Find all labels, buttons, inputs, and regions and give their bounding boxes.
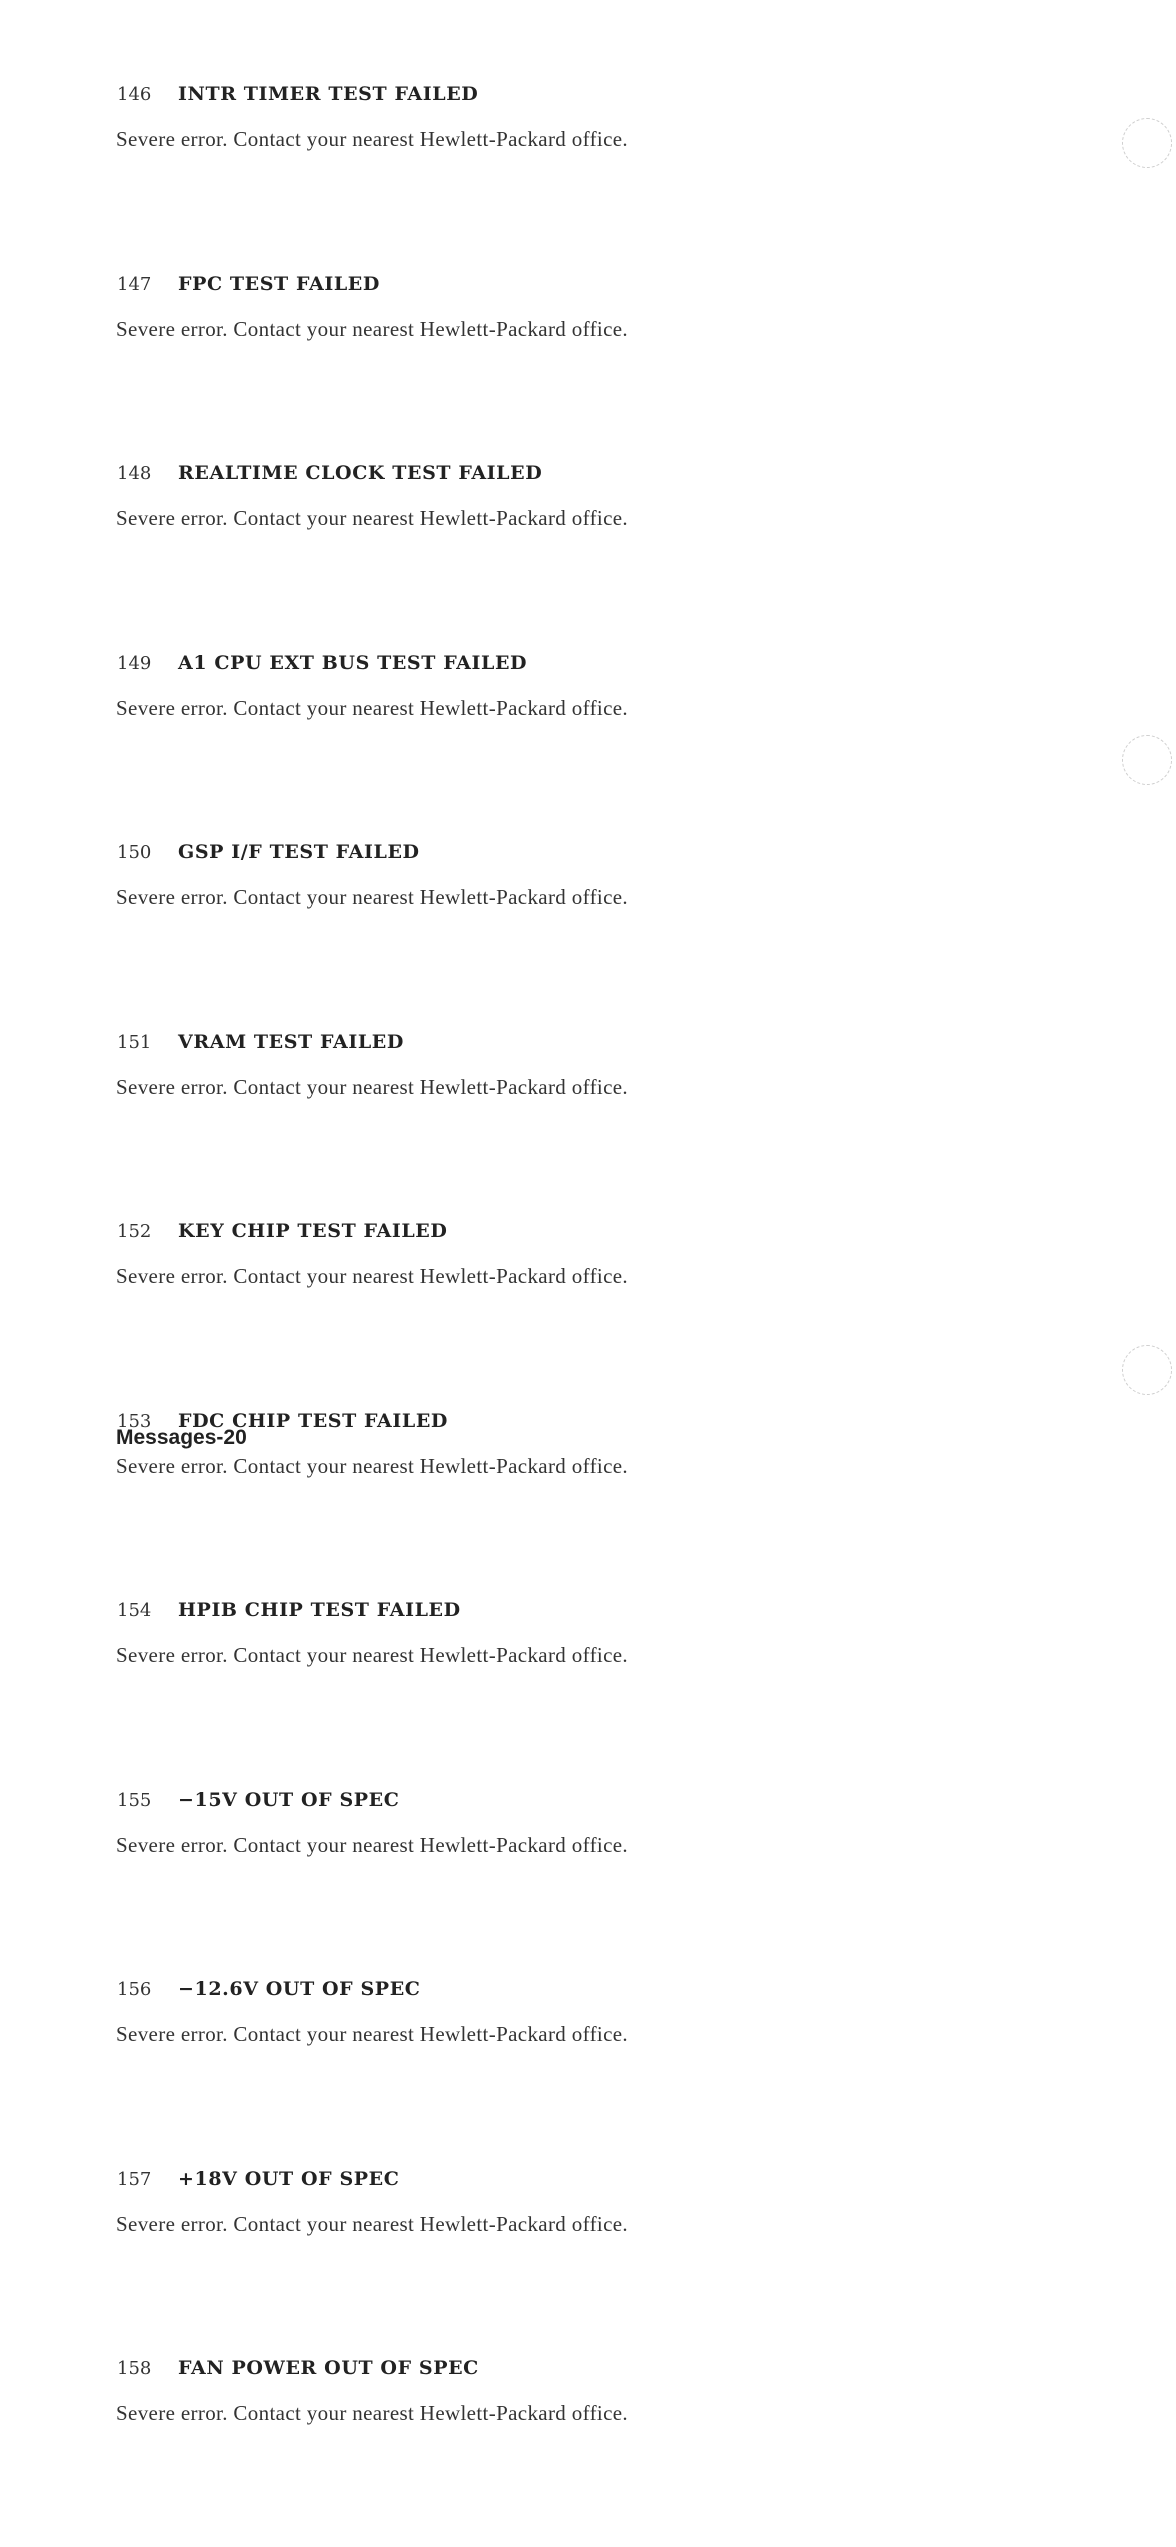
message-heading: [117, 273, 380, 303]
message-title: FDC CHIP TEST FAILED: [178, 1409, 448, 1432]
message-description: Severe error. Contact your nearest Hewlett-Packard office.: [116, 1643, 629, 1667]
message-entry: [117, 1410, 1017, 1600]
message-code: 154: [117, 1600, 152, 1621]
message-title: +18V OUT OF SPEC: [178, 2167, 400, 2190]
message-title: INTR TIMER TEST FAILED: [178, 83, 479, 105]
message-entry: [117, 1789, 1017, 1979]
message-description: Severe error. Contact your nearest Hewlett-Packard office.: [116, 127, 629, 151]
message-description: Severe error. Contact your nearest Hewlett-Packard office.: [116, 695, 629, 720]
message-description: Severe error. Contact your nearest Hewlett-Packard office.: [116, 2022, 629, 2046]
page-number: Messages-20: [116, 1426, 247, 1449]
message-entry: [117, 2357, 1017, 2547]
message-entry: [117, 83, 1017, 273]
message-description: Severe error. Contact your nearest Hewlett-Packard office.: [116, 506, 629, 530]
message-description: Severe error. Contact your nearest Hewlett-Packard office.: [116, 1832, 629, 1857]
message-title: REALTIME CLOCK TEST FAILED: [178, 462, 543, 484]
message-title: −12.6V OUT OF SPEC: [178, 1978, 421, 2000]
message-code: 151: [117, 1031, 152, 1053]
message-code: 147: [117, 273, 152, 295]
message-code: 152: [117, 1221, 152, 1242]
message-code: 150: [117, 842, 152, 863]
message-heading: [117, 1031, 404, 1061]
message-description: Severe error. Contact your nearest Hewlett-Packard office.: [116, 1453, 629, 1478]
message-title: A1 CPU EXT BUS TEST FAILED: [178, 651, 528, 674]
message-description: Severe error. Contact your nearest Hewlett-Packard office.: [116, 1074, 629, 1099]
message-title: VRAM TEST FAILED: [178, 1030, 404, 1053]
message-heading: [117, 1599, 461, 1629]
message-description: Severe error. Contact your nearest Hewlett-Packard office.: [116, 1264, 629, 1288]
binder-hole-middle: [1122, 735, 1172, 785]
message-code: 146: [117, 84, 152, 105]
message-heading: [117, 2357, 479, 2387]
message-title: FPC TEST FAILED: [178, 272, 380, 295]
message-description: Severe error. Contact your nearest Hewlett-Packard office.: [116, 2401, 629, 2425]
message-entry: [117, 1978, 1017, 2168]
message-code: 157: [117, 2168, 152, 2190]
message-title: FAN POWER OUT OF SPEC: [178, 2357, 479, 2379]
message-code: 149: [117, 652, 152, 674]
message-code: 148: [117, 463, 152, 484]
message-code: 153: [117, 1410, 152, 1432]
message-title: KEY CHIP TEST FAILED: [178, 1220, 448, 1242]
message-heading: [117, 2168, 399, 2198]
message-heading: [117, 652, 527, 682]
message-description: Severe error. Contact your nearest Hewlett-Packard office.: [116, 885, 629, 909]
message-entry: [117, 841, 1017, 1031]
message-list: [117, 83, 1017, 2547]
message-entry: [117, 462, 1017, 652]
message-title: GSP I/F TEST FAILED: [178, 841, 420, 863]
message-entry: [117, 273, 1017, 463]
message-title: HPIB CHIP TEST FAILED: [178, 1599, 461, 1621]
message-entry: [117, 1599, 1017, 1789]
message-entry: [117, 1031, 1017, 1221]
message-heading: [117, 83, 478, 113]
message-description: Severe error. Contact your nearest Hewlett-Packard office.: [116, 316, 629, 341]
message-title: −15V OUT OF SPEC: [178, 1788, 400, 1811]
message-code: 156: [117, 1979, 152, 2000]
message-code: 155: [117, 1789, 152, 1811]
binder-hole-top: [1122, 118, 1172, 168]
message-heading: [117, 1789, 399, 1819]
message-entry: [117, 2168, 1017, 2358]
binder-hole-bottom: [1122, 1345, 1172, 1395]
message-heading: [117, 1978, 421, 2008]
message-entry: [117, 652, 1017, 842]
message-heading: [117, 1220, 447, 1250]
message-code: 158: [117, 2358, 152, 2379]
message-heading: [117, 462, 542, 492]
message-entry: [117, 1220, 1017, 1410]
message-description: Severe error. Contact your nearest Hewlett-Packard office.: [116, 2211, 629, 2236]
message-heading: [117, 841, 420, 871]
